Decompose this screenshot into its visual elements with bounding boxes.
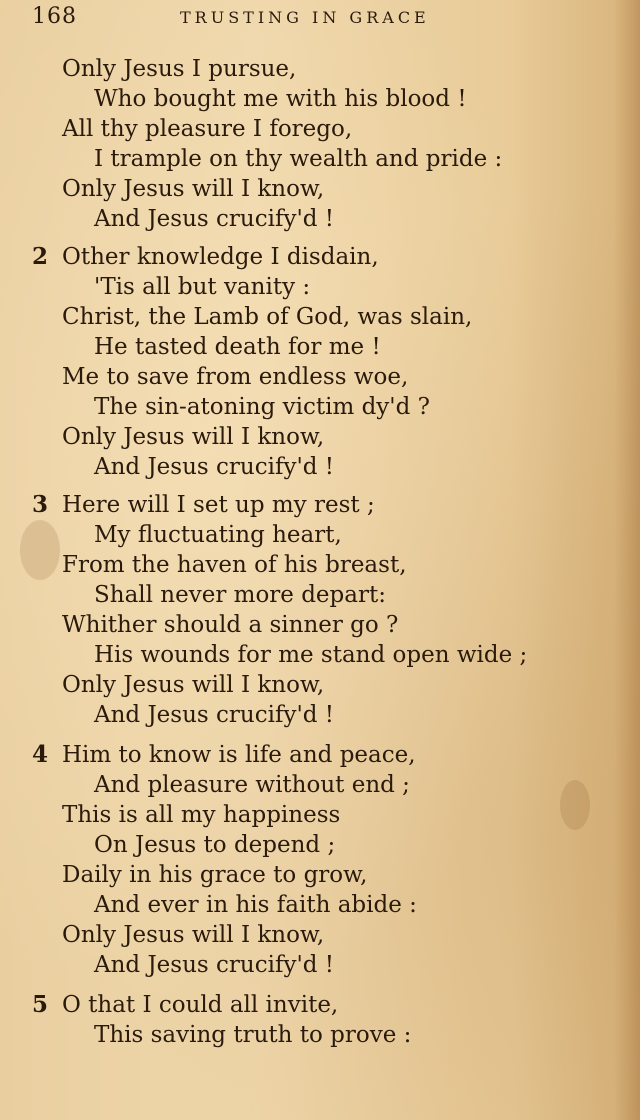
verse-line: O that I could all invite, — [62, 992, 339, 1018]
stanza-number: 4 — [32, 741, 49, 768]
verse-line: And Jesus crucify'd ! — [94, 206, 335, 232]
verse-line: Christ, the Lamb of God, was slain, — [62, 304, 473, 330]
verse-line: Only Jesus will I know, — [62, 922, 325, 948]
stanza-number: 3 — [32, 491, 49, 518]
verse-line: Shall never more depart: — [94, 582, 386, 608]
verse-line: And Jesus crucify'd ! — [94, 952, 335, 978]
verse-line: This is all my happiness — [62, 802, 341, 828]
verse-line: He tasted death for me ! — [94, 334, 381, 360]
verse-line: And Jesus crucify'd ! — [94, 454, 335, 480]
verse-line: This saving truth to prove : — [94, 1022, 412, 1048]
verse-line: Here will I set up my rest ; — [62, 492, 375, 518]
verse-line: Only Jesus will I know, — [62, 424, 325, 450]
verse-line: Him to know is life and peace, — [62, 742, 416, 768]
verse-line: From the haven of his breast, — [62, 552, 407, 578]
verse-line: On Jesus to depend ; — [94, 832, 336, 858]
verse-line: The sin-atoning victim dy'd ? — [94, 394, 430, 420]
verse-line: Whither should a sinner go ? — [62, 612, 399, 638]
page-header — [32, 4, 612, 38]
stanza-number: 5 — [32, 991, 49, 1018]
foxing-spot — [560, 780, 590, 830]
verse-line: And Jesus crucify'd ! — [94, 702, 335, 728]
verse-line: And pleasure without end ; — [94, 772, 410, 798]
verse-line: His wounds for me stand open wide ; — [94, 642, 528, 668]
verse-line: All thy pleasure I forego, — [62, 116, 353, 142]
verse-line: I trample on thy wealth and pride : — [94, 146, 503, 172]
verse-line: And ever in his faith abide : — [94, 892, 417, 918]
page-number: 168 — [32, 4, 77, 29]
verse-line: Only Jesus will I know, — [62, 176, 325, 202]
verse-line: Me to save from endless woe, — [62, 364, 409, 390]
stanza-number: 2 — [32, 243, 49, 270]
foxing-spot — [20, 520, 60, 580]
verse-line: My fluctuating heart, — [94, 522, 342, 548]
verse-line: Only Jesus I pursue, — [62, 56, 297, 82]
verse-line: Daily in his grace to grow, — [62, 862, 368, 888]
verse-line: Other knowledge I disdain, — [62, 244, 379, 270]
verse-line: Only Jesus will I know, — [62, 672, 325, 698]
verse-line: Who bought me with his blood ! — [94, 86, 467, 112]
running-title: TRUSTING IN GRACE — [180, 8, 430, 27]
verse-line: 'Tis all but vanity : — [94, 274, 311, 300]
page-edge-shadow — [614, 0, 640, 1120]
